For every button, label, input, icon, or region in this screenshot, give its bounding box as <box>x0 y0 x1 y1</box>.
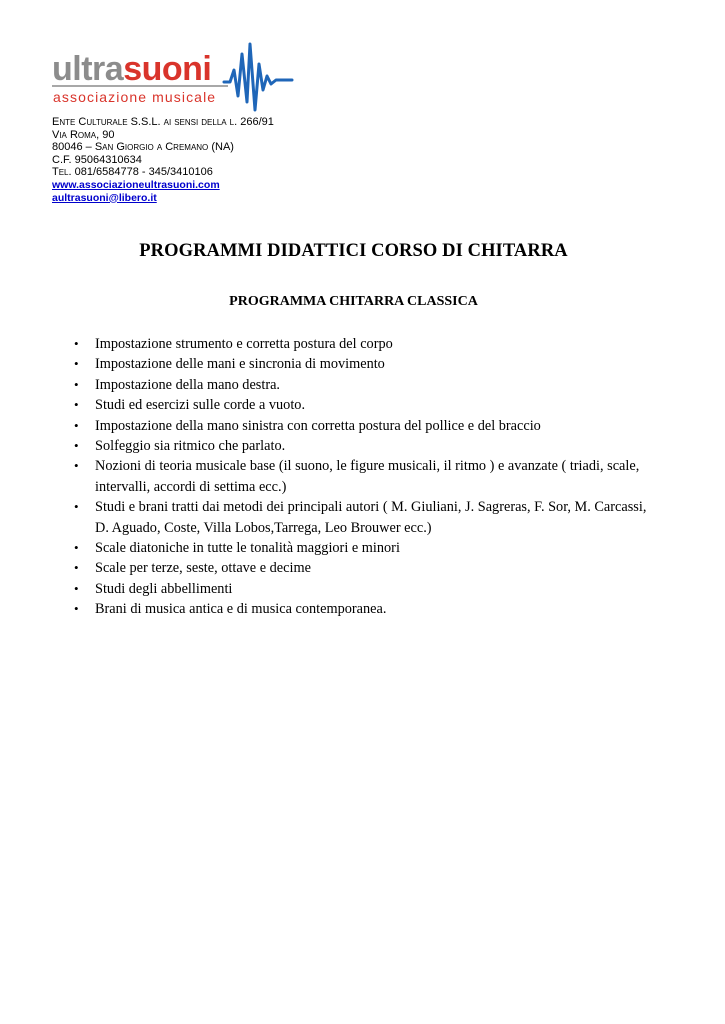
program-item-text: Solfeggio sia ritmico che parlato. <box>95 438 286 455</box>
bullet-icon: • <box>74 499 79 515</box>
program-list <box>72 334 662 620</box>
program-item <box>72 558 662 578</box>
program-item-text: Studi e brani tratti dai metodi dei principali autori ( M. Giuliani, J. Sagreras, F. Sor, M. Carcassi, D. Aguado, Coste, Villa Lobos,Tarrega, Leo Brouwer ecc.) <box>95 499 647 536</box>
program-item <box>72 375 662 395</box>
bullet-icon: • <box>74 336 79 351</box>
section-title: PROGRAMMA CHITARRA CLASSICA <box>229 294 478 309</box>
program-item-text: Scale per terze, seste, ottave e decime <box>95 560 311 577</box>
program-item <box>72 579 662 599</box>
program-item <box>72 395 662 415</box>
tax-code: C.F. 95064310634 <box>52 153 142 166</box>
program-item-text: Impostazione delle mani e sincronia di movimento <box>95 356 385 373</box>
bullet-icon: • <box>74 417 79 433</box>
street-address: Via Roma, 90 <box>52 128 115 141</box>
bullet-icon: • <box>74 397 79 413</box>
contact-block <box>52 116 274 204</box>
bullet-icon: • <box>74 540 79 556</box>
bullet-icon: • <box>74 601 79 617</box>
bullet-icon: • <box>74 356 79 372</box>
bullet-icon: • <box>74 438 79 454</box>
program-item-text: Impostazione strumento e corretta postura del corpo <box>95 336 393 352</box>
program-item <box>72 416 662 436</box>
bullet-icon: • <box>74 458 79 474</box>
program-item-text: Studi degli abbellimenti <box>95 580 233 597</box>
ultrasuoni-logo <box>50 40 300 120</box>
phone-numbers: Tel. 081/6584778 - 345/3410106 <box>52 166 213 179</box>
program-item <box>72 456 662 497</box>
program-item <box>72 538 662 558</box>
legal-status: Ente Culturale S.S.L. ai sensi della l. 266/91 <box>52 116 274 128</box>
city-address: 80046 – San Giorgio a Cremano (NA) <box>52 141 234 154</box>
program-item-text: Studi ed esercizi sulle corde a vuoto. <box>95 397 306 414</box>
program-item-text: Impostazione della mano destra. <box>95 376 281 393</box>
logo-graphic <box>50 40 300 120</box>
logo-text-ultra: ultra <box>52 50 124 88</box>
program-item <box>72 599 662 619</box>
bullet-icon: • <box>74 560 79 576</box>
program-item-text: Nozioni di teoria musicale base (il suono, le figure musicali, il ritmo ) e avanzate ( triadi, scale, intervalli, accordi di settima ecc.) <box>95 458 640 495</box>
program-item <box>72 497 662 538</box>
program-item-text: Impostazione della mano sinistra con corretta postura del pollice e del braccio <box>95 417 541 434</box>
program-item-text: Brani di musica antica e di musica contemporanea. <box>95 601 387 618</box>
document-title: PROGRAMMI DIDATTICI CORSO DI CHITARRA <box>139 241 568 261</box>
logo-text-suoni: suoni <box>123 50 212 88</box>
program-item-text: Scale diatoniche in tutte le tonalità maggiori e minori <box>95 540 400 557</box>
program-item <box>72 436 662 456</box>
program-item <box>72 334 662 354</box>
logo-tagline: associazione musicale <box>53 89 217 105</box>
sound-wave-graphic <box>224 44 292 110</box>
website-link[interactable]: www.associazioneultrasuoni.com <box>52 178 220 191</box>
bullet-icon: • <box>74 376 79 392</box>
program-item <box>72 354 662 374</box>
bullet-icon: • <box>74 580 79 596</box>
email-link[interactable]: aultrasuoni@libero.it <box>52 191 157 204</box>
